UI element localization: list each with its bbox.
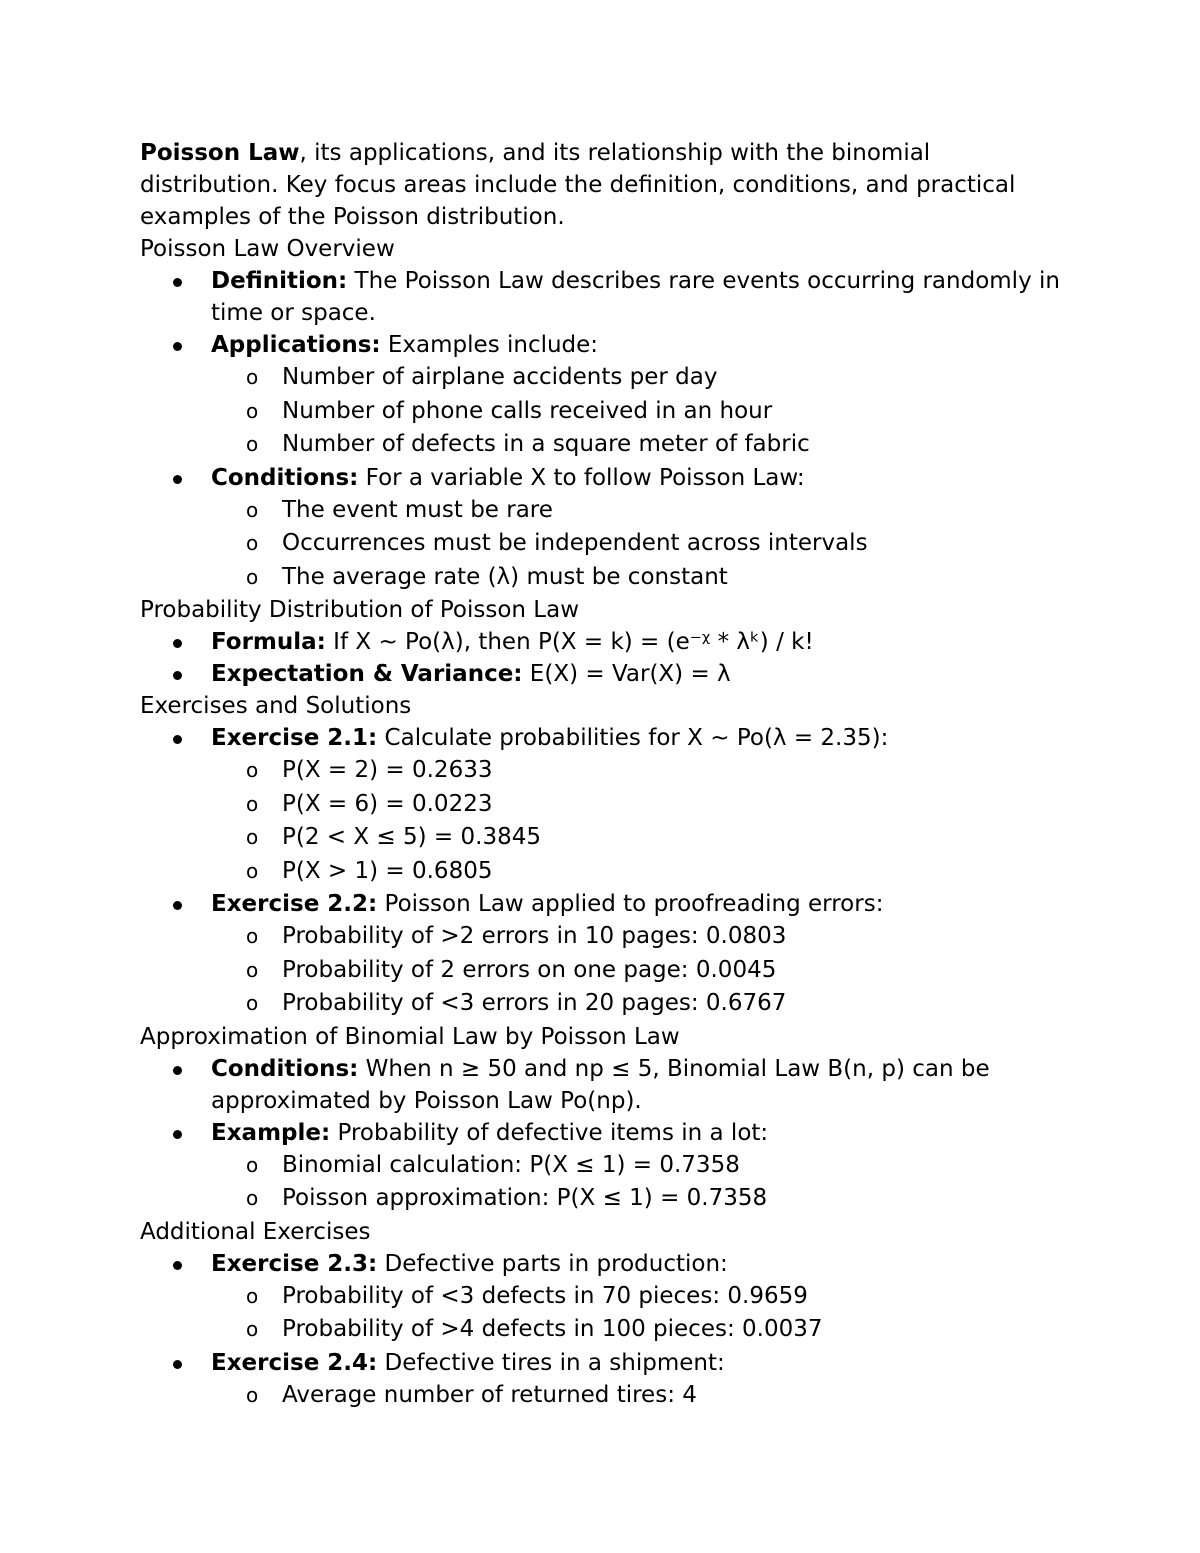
sub-list: [211, 920, 1070, 1021]
list-item: [140, 658, 1070, 690]
circle-bullet-icon: o: [246, 1382, 259, 1407]
item-text: If X ~ Po(λ), then P(X = k) = (e⁻ᵡ * λᵏ) / k!: [325, 629, 814, 655]
sub-item-text: Probability of >2 errors in 10 pages: 0.0803: [282, 923, 787, 949]
circle-bullet-icon: o: [246, 564, 259, 589]
circle-bullet-icon: o: [246, 1152, 259, 1177]
section-heading: Additional Exercises: [140, 1218, 371, 1245]
sub-list-item: [211, 1379, 1070, 1413]
sub-list-item: [211, 855, 1070, 889]
sub-list: [211, 1149, 1070, 1216]
bullet-dot-icon: [173, 342, 182, 351]
item-label: Example:: [211, 1119, 331, 1146]
item-label: Exercise 2.3:: [211, 1250, 378, 1277]
sub-list: [211, 1379, 1070, 1413]
circle-bullet-icon: o: [246, 858, 259, 883]
section-heading: Approximation of Binomial Law by Poisson Law: [140, 1023, 680, 1050]
sub-list-item: [211, 361, 1070, 395]
circle-bullet-icon: o: [246, 1283, 259, 1308]
sub-item-text: Probability of <3 errors in 20 pages: 0.6767: [282, 990, 787, 1016]
sub-item-text: The event must be rare: [282, 496, 553, 523]
sub-item-text: The average rate (λ) must be constant: [282, 563, 728, 590]
item-text: Defective tires in a shipment:: [377, 1349, 725, 1376]
bullet-dot-icon: [173, 671, 182, 680]
bullet-dot-icon: [173, 639, 182, 648]
list-item: [140, 722, 1070, 888]
bullet-dot-icon: [173, 1261, 182, 1270]
bullet-dot-icon: [173, 278, 182, 287]
sub-item-text: Probability of >4 defects in 100 pieces: 0.0037: [282, 1316, 823, 1342]
sub-list: [211, 361, 1070, 462]
sub-list-item: [211, 754, 1070, 788]
bullet-dot-icon: [173, 475, 182, 484]
intro-paragraph: [140, 137, 1070, 233]
item-text: Probability of defective items in a lot:: [330, 1119, 769, 1146]
list-item: [140, 329, 1070, 462]
sub-list-item: [211, 527, 1070, 561]
bullet-dot-icon: [173, 901, 182, 910]
circle-bullet-icon: o: [246, 497, 259, 522]
circle-bullet-icon: o: [246, 957, 259, 982]
sub-item-text: Probability of 2 errors on one page: 0.0045: [282, 956, 777, 983]
section-heading: Exercises and Solutions: [140, 693, 412, 719]
bullet-dot-icon: [173, 1130, 182, 1139]
sub-list-item: [211, 821, 1070, 855]
item-label: Definition:: [211, 268, 348, 294]
item-text: For a variable X to follow Poisson Law:: [358, 464, 805, 491]
sub-list-item: [211, 1182, 1070, 1216]
item-text: E(X) = Var(X) = λ: [522, 661, 731, 687]
sub-list-item: [211, 954, 1070, 988]
sub-item-text: Probability of <3 defects in 70 pieces: 0.9659: [282, 1282, 808, 1309]
sub-list-item: [211, 987, 1070, 1021]
sections-container: [140, 233, 1070, 1412]
sub-list-item: [211, 395, 1070, 429]
list-item: [140, 265, 1070, 329]
section-heading: Poisson Law Overview: [140, 236, 395, 262]
item-text: Examples include:: [380, 332, 599, 358]
sub-item-text: Occurrences must be independent across intervals: [282, 530, 868, 556]
item-text: Calculate probabilities for X ~ Po(λ = 2.35):: [377, 725, 889, 751]
sub-list: [211, 494, 1070, 595]
list-item: [140, 1053, 1070, 1117]
circle-bullet-icon: o: [246, 365, 259, 389]
bullet-list: [140, 1248, 1070, 1413]
item-label: Exercise 2.2:: [211, 891, 378, 917]
bullet-list: [140, 1053, 1070, 1216]
sub-item-text: P(X = 6) = 0.0223: [282, 790, 493, 817]
item-label: Exercise 2.1:: [211, 725, 378, 751]
circle-bullet-icon: o: [246, 791, 259, 816]
sub-list-item: [211, 920, 1070, 954]
bullet-list: [140, 626, 1070, 690]
list-item: [140, 1347, 1070, 1413]
sub-list-item: [211, 788, 1070, 822]
sub-item-text: P(X = 2) = 0.2633: [282, 757, 493, 783]
sub-list-item: [211, 494, 1070, 528]
circle-bullet-icon: o: [246, 1186, 259, 1210]
circle-bullet-icon: o: [246, 398, 259, 423]
sub-list: [211, 754, 1070, 888]
bullet-dot-icon: [173, 1360, 182, 1369]
item-label: Exercise 2.4:: [211, 1349, 378, 1376]
sub-list-item: [211, 1313, 1070, 1347]
sub-list-item: [211, 1280, 1070, 1314]
list-item: [140, 1117, 1070, 1216]
intro-text: , its applications, and its relationship with the binomial distribution. Key focus areas include the definition, conditions, and practical examples of the Poisson distribution.: [140, 140, 1016, 230]
document-page: [140, 137, 1070, 1412]
list-item: [140, 462, 1070, 595]
list-item: [140, 1248, 1070, 1347]
sub-item-text: Number of airplane accidents per day: [282, 364, 718, 390]
sub-item-text: Average number of returned tires: 4: [282, 1381, 697, 1408]
item-label: Applications:: [211, 332, 381, 358]
circle-bullet-icon: o: [246, 531, 259, 555]
bullet-dot-icon: [173, 1066, 182, 1075]
sub-item-text: Binomial calculation: P(X ≤ 1) = 0.7358: [282, 1151, 740, 1178]
sub-list-item: [211, 428, 1070, 462]
sub-list: [211, 1280, 1070, 1347]
sub-item-text: Number of phone calls received in an hour: [282, 397, 773, 424]
item-label: Expectation & Variance:: [211, 661, 523, 687]
sub-list-item: [211, 1149, 1070, 1183]
circle-bullet-icon: o: [246, 1317, 259, 1341]
intro-bold: Poisson Law: [140, 140, 300, 166]
circle-bullet-icon: o: [246, 432, 259, 456]
bullet-list: [140, 265, 1070, 594]
bullet-dot-icon: [173, 735, 182, 744]
circle-bullet-icon: o: [246, 991, 259, 1015]
bullet-list: [140, 722, 1070, 1021]
circle-bullet-icon: o: [246, 825, 259, 849]
list-item: [140, 626, 1070, 658]
item-label: Formula:: [211, 629, 326, 655]
circle-bullet-icon: o: [246, 924, 259, 948]
sub-item-text: P(X > 1) = 0.6805: [282, 857, 493, 884]
circle-bullet-icon: o: [246, 758, 259, 782]
item-label: Conditions:: [211, 464, 359, 491]
item-text: When n ≥ 50 and np ≤ 5, Binomial Law B(n, p) can be approximated by Poisson Law Po(np).: [211, 1055, 990, 1114]
sub-item-text: Number of defects in a square meter of fabric: [282, 431, 810, 457]
sub-item-text: P(2 < X ≤ 5) = 0.3845: [282, 824, 541, 850]
list-item: [140, 888, 1070, 1021]
item-label: Conditions:: [211, 1055, 359, 1082]
sub-list-item: [211, 561, 1070, 595]
sub-item-text: Poisson approximation: P(X ≤ 1) = 0.7358: [282, 1185, 768, 1211]
item-text: Poisson Law applied to proofreading errors:: [377, 891, 884, 917]
item-text: Defective parts in production:: [377, 1250, 728, 1277]
item-text: The Poisson Law describes rare events occurring randomly in time or space.: [211, 268, 1060, 326]
section-heading: Probability Distribution of Poisson Law: [140, 597, 580, 623]
